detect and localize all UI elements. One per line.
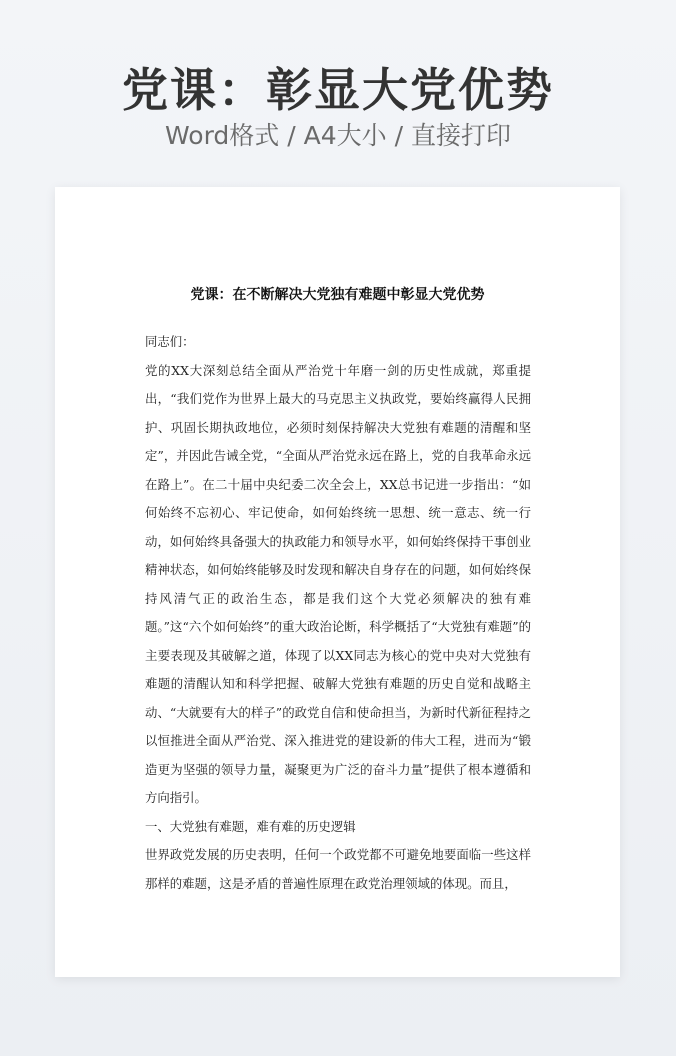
document-salutation: 同志们： — [145, 334, 195, 349]
document-page — [55, 187, 620, 977]
page-title: 党课：彰显大党优势 — [122, 63, 554, 117]
document-body — [145, 328, 531, 898]
document-paragraph: 世界政党发展的历史表明，任何一个政党都不可避免地要面临一些这样那样的难题，这是矛盾的普遍性原理在政党治理领域的体现。而且， — [145, 847, 531, 891]
document-paragraph: 党的XX大深刻总结全面从严治党十年磨一剑的历史性成就，郑重提出，“我们党作为世界上最大的马克思主义执政党，要始终赢得人民拥护、巩固长期执政地位，必须时刻保持解决大党独有难题的清醒和坚定”，并因此告诫全党，“全面从严治党永远在路上，党的自我革命永远在路上”。在二十届中央纪委二次全会上，XX总书记进一步指出：“如何始终不忘初心、牢记使命，如何始终统一思想、统一意志、统一行动，如何始终具备强大的执政能力和领导水平，如何始终保持干事创业精神状态，如何始终能够及时发现和解决自身存在的问题，如何始终保持风清气正的政治生态，都是我们这个大党必须解决的独有难题。”这“六个如何始终”的重大政治论断，科学概括了“大党独有难题”的主要表现及其破解之道，体现了以XX同志为核心的党中央对大党独有难题的清醒认知和科学把握、破解大党独有难题的历史自觉和战略主动、“大就要有大的样子”的政党自信和使命担当，为新时代新征程持之以恒推进全面从严治党、深入推进党的建设新的伟大工程，进而为“锻造更为坚强的领导力量，凝聚更为广泛的奋斗力量”提供了根本遵循和方向指引。 — [145, 362, 531, 805]
document-section-heading: 一、大党独有难题，难有难的历史逻辑 — [145, 818, 356, 834]
page-subtitle: Word格式 / A4大小 / 直接打印 — [165, 121, 511, 150]
document-title: 党课：在不断解决大党独有难题中彰显大党优势 — [190, 287, 485, 303]
